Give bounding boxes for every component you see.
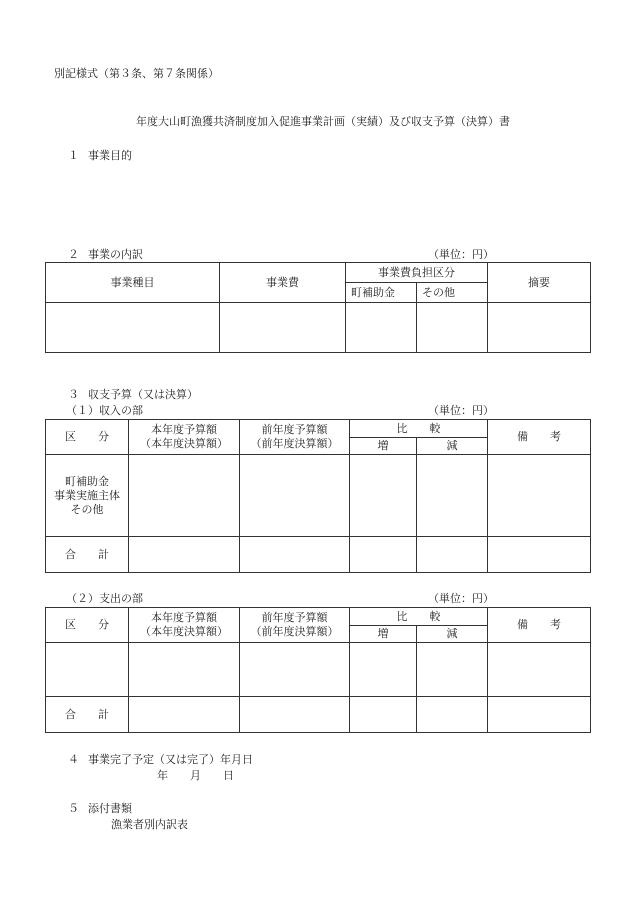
income-row-subsidy: 町補助金	[65, 474, 109, 488]
income-row-implementer: 事業実施主体	[54, 488, 120, 502]
income-header-current: 本年度予算額 （本年度決算額）	[129, 420, 240, 455]
income-total-previous	[240, 537, 350, 573]
income-total-label: 合 計	[46, 537, 129, 573]
expense-header-previous: 前年度予算額 （前年度決算額）	[240, 608, 350, 643]
income-cell-remarks	[488, 455, 591, 537]
income-total-current	[129, 537, 240, 573]
income-table	[45, 419, 591, 573]
document-title: 年度大山町漁獲共済制度加入促進事業計画（実績）及び収支予算（決算）書	[136, 115, 510, 128]
section2-number: ２	[68, 248, 79, 261]
section2-heading: 事業の内訳	[88, 248, 143, 261]
expense-cell-decrease	[417, 643, 488, 697]
expense-header-increase: 増	[350, 626, 417, 643]
expense-cell-remarks	[488, 643, 591, 697]
expense-heading: （２）支出の部	[66, 592, 143, 605]
income-total-decrease	[417, 537, 488, 573]
cell-summary	[488, 303, 591, 353]
section4-heading: 事業完了予定（又は完了）年月日	[88, 753, 253, 766]
expense-total-current	[129, 697, 240, 733]
header-burden: 事業費負担区分	[346, 263, 488, 283]
cell-cost	[220, 303, 346, 353]
expense-table	[45, 607, 591, 733]
expense-header-current: 本年度予算額 （本年度決算額）	[129, 608, 240, 643]
header-cost: 事業費	[220, 263, 346, 303]
income-header-increase: 増	[350, 438, 417, 455]
expense-total-remarks	[488, 697, 591, 733]
income-header-compare: 比 較	[350, 420, 488, 438]
income-header-remarks: 備 考	[488, 420, 591, 455]
income-row-other: その他	[70, 502, 104, 516]
header-type: 事業種目	[46, 263, 220, 303]
cell-other	[417, 303, 488, 353]
section5-heading: 添付書類	[88, 802, 132, 815]
section2-unit: （単位：円）	[428, 248, 494, 261]
cell-type	[46, 303, 220, 353]
form-label: 別記様式（第３条、第７条関係）	[54, 67, 219, 80]
expense-total-increase	[350, 697, 417, 733]
completion-date: 年 月 日	[157, 769, 234, 782]
income-header-previous: 前年度予算額 （前年度決算額）	[240, 420, 350, 455]
income-total-remarks	[488, 537, 591, 573]
expense-cell-current	[129, 643, 240, 697]
income-cell-increase	[350, 455, 417, 537]
income-heading: （１）収入の部	[66, 404, 143, 417]
expense-unit: （単位：円）	[428, 592, 494, 605]
section5-number: ５	[68, 802, 79, 815]
expense-header-decrease: 減	[417, 626, 488, 643]
income-header-category: 区 分	[46, 420, 129, 455]
header-subsidy: 町補助金	[346, 283, 417, 303]
income-header-decrease: 減	[417, 438, 488, 455]
header-summary: 摘要	[488, 263, 591, 303]
income-total-increase	[350, 537, 417, 573]
expense-header-compare: 比 較	[350, 608, 488, 626]
expense-cell-increase	[350, 643, 417, 697]
income-unit: （単位：円）	[428, 404, 494, 417]
section1-number: １	[68, 149, 79, 162]
expense-cell-category	[46, 643, 129, 697]
attachment-item: 漁業者別内訳表	[111, 818, 188, 831]
expense-total-label: 合 計	[46, 697, 129, 733]
expense-total-decrease	[417, 697, 488, 733]
section3-number: ３	[68, 388, 79, 401]
income-cell-decrease	[417, 455, 488, 537]
expense-header-remarks: 備 考	[488, 608, 591, 643]
cell-subsidy	[346, 303, 417, 353]
expense-total-previous	[240, 697, 350, 733]
income-cell-previous	[240, 455, 350, 537]
section3-heading: 収支予算（又は決算）	[88, 388, 198, 401]
income-cell-current	[129, 455, 240, 537]
breakdown-table	[45, 262, 591, 353]
header-other: その他	[417, 283, 488, 303]
section1-heading: 事業目的	[88, 149, 132, 162]
expense-header-category: 区 分	[46, 608, 129, 643]
section4-number: ４	[68, 753, 79, 766]
income-row-categories	[46, 455, 129, 537]
expense-cell-previous	[240, 643, 350, 697]
